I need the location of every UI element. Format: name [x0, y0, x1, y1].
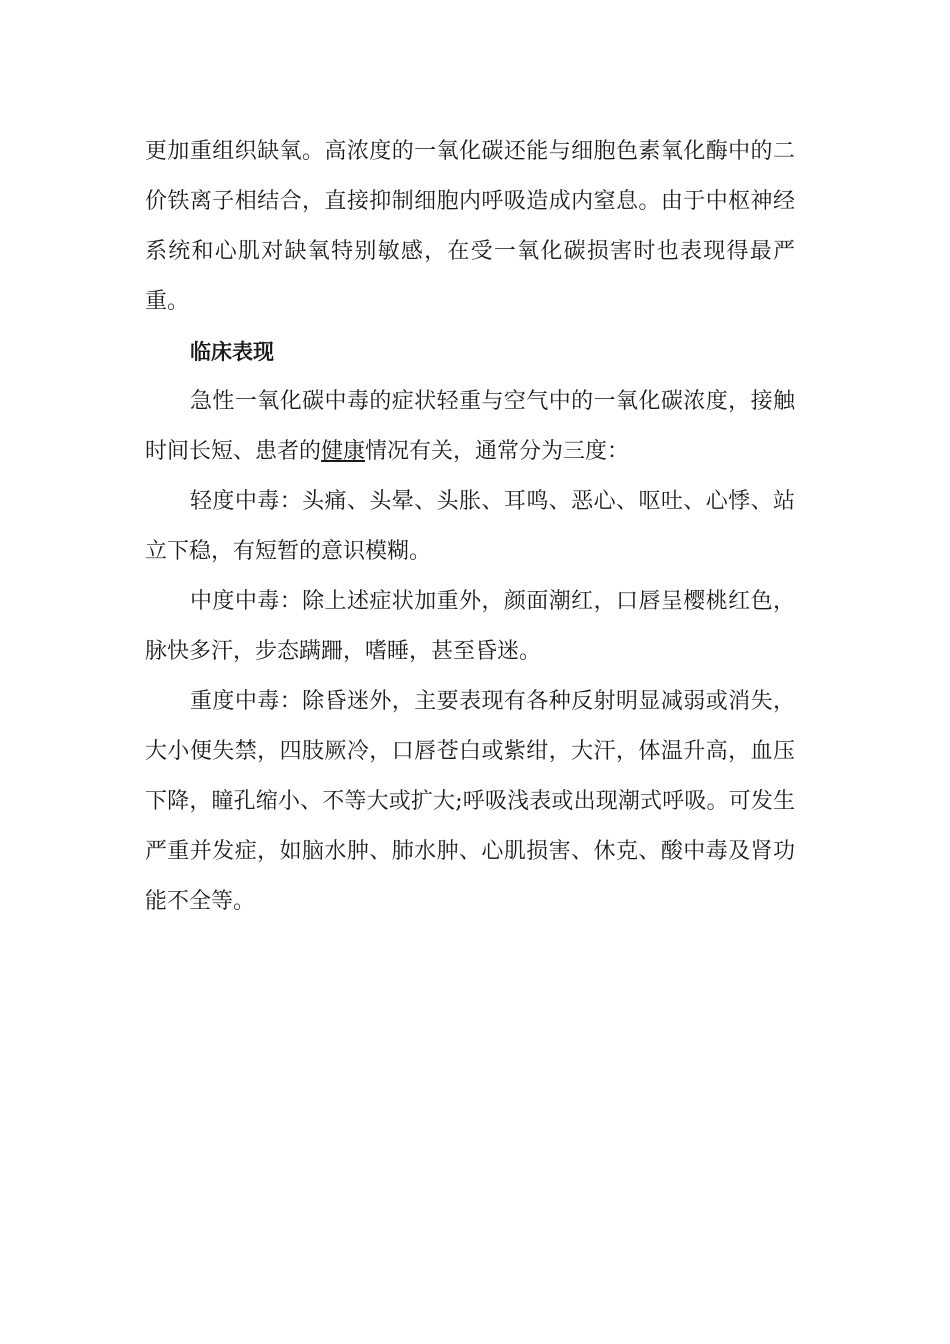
document-body: [145, 127, 795, 927]
paragraph-mild: 轻度中毒：头痛、头晕、头胀、耳鸣、恶心、呕吐、心悸、站立下稳，有短暂的意识模糊。: [145, 489, 795, 564]
paragraph-severe: 重度中毒：除昏迷外，主要表现有各种反射明显减弱或消失，大小便失禁，四肢厥冷，口唇苍白或紫绀，大汗，体温升高，血压下降，瞳孔缩小、不等大或扩大;呼吸浅表或出现潮式呼吸。可发生严重并发症，如脑水肿、肺水肿、心肌损害、休克、酸中毒及肾功能不全等。: [145, 689, 795, 914]
paragraph-intro: [145, 377, 795, 477]
section-heading: 临床表现: [190, 340, 274, 364]
intro-text-start: 急性一氧化碳中毒的症状轻重与空气中的一氧化碳浓度，接触时间长短、患者的: [145, 389, 795, 464]
intro-text-end: 情况有关，通常分为三度：: [365, 439, 630, 464]
paragraph-moderate: 中度中毒：除上述症状加重外，颜面潮红，口唇呈樱桃红色，脉快多汗，步态蹒跚，嗜睡，甚至昏迷。: [145, 589, 795, 664]
health-link[interactable]: 健康: [321, 439, 366, 464]
paragraph-continuation: 更加重组织缺氧。高浓度的一氧化碳还能与细胞色素氧化酶中的二价铁离子相结合，直接抑制细胞内呼吸造成内窒息。由于中枢神经系统和心肌对缺氧特别敏感，在受一氧化碳损害时也表现得最严重。: [145, 139, 795, 314]
